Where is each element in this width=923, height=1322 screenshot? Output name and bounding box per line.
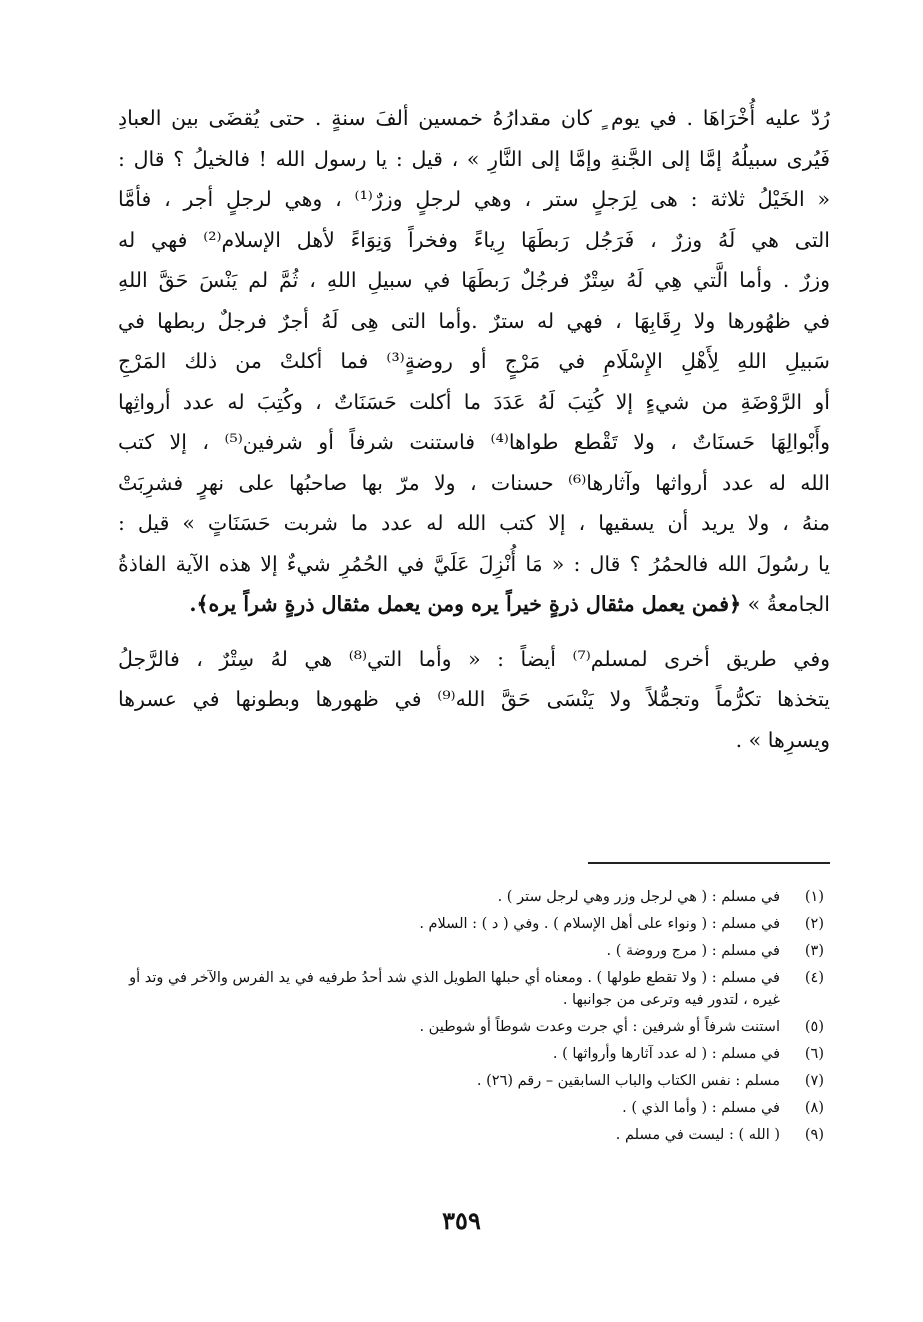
text-line: التى هي لَهُ وزرٌ ، فَرَجُل رَبطَهَا رِياءً وفخراً وَنِوَاءً لأهل الإسلام⁽²⁾ فهي له (118, 227, 830, 252)
footnote-text: في مسلم : ( ولا تقطع طولها ) . ومعناه أي حبلها الطويل الذي شد أحدُ طرفيه في يد الفرس والآخر في وتد أو غيره ، لتدور فيه وترعى من جوانبها . (129, 970, 780, 1008)
footnote-item (110, 886, 824, 908)
footnote-text: استنت شرفاً أو شرفين : أي جرت وعدت شوطاً أو شوطين . (419, 1019, 780, 1035)
quran-verse: ﴿فمن يعمل مثقال ذرةٍ خيراً يره ومن يعمل مثقال ذرةٍ شراً يره﴾. (189, 592, 742, 616)
footnote-item (110, 1070, 824, 1092)
footnote-number: (٦) (804, 1046, 824, 1062)
footnote-number: (٣) (804, 943, 824, 959)
footnote-item (110, 913, 824, 935)
footnote-number: (٨) (804, 1100, 824, 1116)
footnotes (110, 886, 824, 1151)
text-line: رُدّ عليه أُخْرَاهَا . في يوم ٍ كان مقدارُهُ خمسين ألفَ سنةٍ . حتى يُقضَى بين العبادِ (118, 106, 830, 130)
page-number: ٣٥٩ (442, 1206, 481, 1235)
text-line: يتخذها تكرُّماً وتجمُّلاً ولا يَنْسَى حَقَّ الله⁽⁹⁾ في ظهورها وبطونها في عسرها (118, 687, 830, 711)
main-text (118, 98, 830, 760)
footnote-text: في مسلم : ( وأما الذي ) . (622, 1100, 780, 1116)
text-line: يا رسُولَ الله فالحمُرُ ؟ قال : « مَا أُنْزِلَ عَلَيَّ في الحُمُرِ شيءٌ إلا هذه الآية الفاذةُ (118, 551, 830, 576)
footnote-number: (٤) (804, 970, 824, 986)
footnote-text: في مسلم : ( هي لرجل وزر وهي لرجل ستر ) . (497, 889, 780, 905)
footnote-number: (٩) (804, 1127, 824, 1143)
footnote-number: (١) (804, 889, 824, 905)
text-line: وفي طريق أخرى لمسلم⁽⁷⁾ أيضاً : « وأما التي⁽⁸⁾ هي لهُ سِتْرٌ ، فالرَّجلُ (118, 646, 830, 671)
paragraph-gap (118, 625, 830, 639)
text-line: في ظهُورها ولا رِقَابِهَا ، فهي له سترٌ .وأما التى هِى لَهُ أجرٌ فرجلٌ ربطها في (118, 308, 830, 333)
footnote-item (110, 1016, 824, 1038)
footnote-number: (٥) (804, 1019, 824, 1035)
footnote-text: في مسلم : ( له عدد آثارها وأرواثها ) . (552, 1046, 780, 1062)
paragraph-1 (118, 98, 830, 625)
text-line-final: ويسرِها » . (735, 727, 830, 752)
footnote-text: في مسلم : ( مرج وروضة ) . (606, 943, 780, 959)
text-line: الله له عدد أرواثها وآثارها⁽⁶⁾ حسنات ، ولا مرّ بها صاحبُها على نهرٍ فشرِبَتْ (118, 470, 830, 495)
text-line: وأَبْوالِهَا حَسنَاتٌ ، ولا تَقْطع طواها⁽⁴⁾ فاستنت شرفاً أو شرفين⁽⁵⁾ ، إلا كتب (118, 430, 830, 454)
text-line: سَبيلِ اللهِ لِأَهْلِ الإِسْلَامِ في مَرْجٍ أو روضةٍ⁽³⁾ فما أكلتْ من ذلك المَرْجِ (118, 349, 830, 373)
footnote-item (110, 1097, 824, 1119)
text-line: وزرٌ . وأما الَّتي هِي لَهُ سِتْرٌ فرجُلٌ رَبطَهَا في سبيلِ اللهِ ، ثُمَّ لم يَنْسَ حَقَّ اللهِ (118, 268, 830, 292)
footnote-separator (588, 862, 830, 864)
footnote-text: ( الله ) : ليست في مسلم . (615, 1127, 780, 1143)
paragraph-2 (118, 639, 830, 761)
footnote-item (110, 1124, 824, 1146)
footnote-number: (٧) (804, 1073, 824, 1089)
text-line: « الخَيْلُ ثلاثة : هى لِرَجلٍ ستر ، وهي لرجلٍ وزرٌ⁽¹⁾ ، وهي لرجلٍ أجر ، فأمَّا (118, 187, 830, 211)
text-line: أو الرَّوْضَةِ من شيءٍ إلا كُتِبَ لَهُ عَدَدَ ما أكلت حَسَنَاتٌ ، وكُتِبَ له عدد أرواثِها (118, 389, 830, 414)
footnote-item (110, 940, 824, 962)
text-line: فَيُرى سبيلُهُ إمَّا إلى الجَّنةِ وإمَّا إلى النَّارِ » ، قيل : يا رسول الله ! فالخيلُ ؟ قال : (118, 146, 830, 171)
footnote-number: (٢) (804, 916, 824, 932)
text-line: منهُ ، ولا يريد أن يسقيها ، إلا كتب الله له عدد ما شربت حَسَنَاتٍ » قيل : (118, 511, 830, 535)
text-line-final (118, 584, 830, 625)
footnote-item (110, 967, 824, 1011)
footnote-text: مسلم : نفس الكتاب والباب السابقين – رقم (٢٦) . (476, 1073, 780, 1089)
footnote-item (110, 1043, 824, 1065)
plain-text: الجامعةُ » (747, 592, 830, 616)
footnote-text: في مسلم : ( ونواء على أهل الإسلام ) . وفي ( د ) : السلام . (419, 916, 780, 932)
